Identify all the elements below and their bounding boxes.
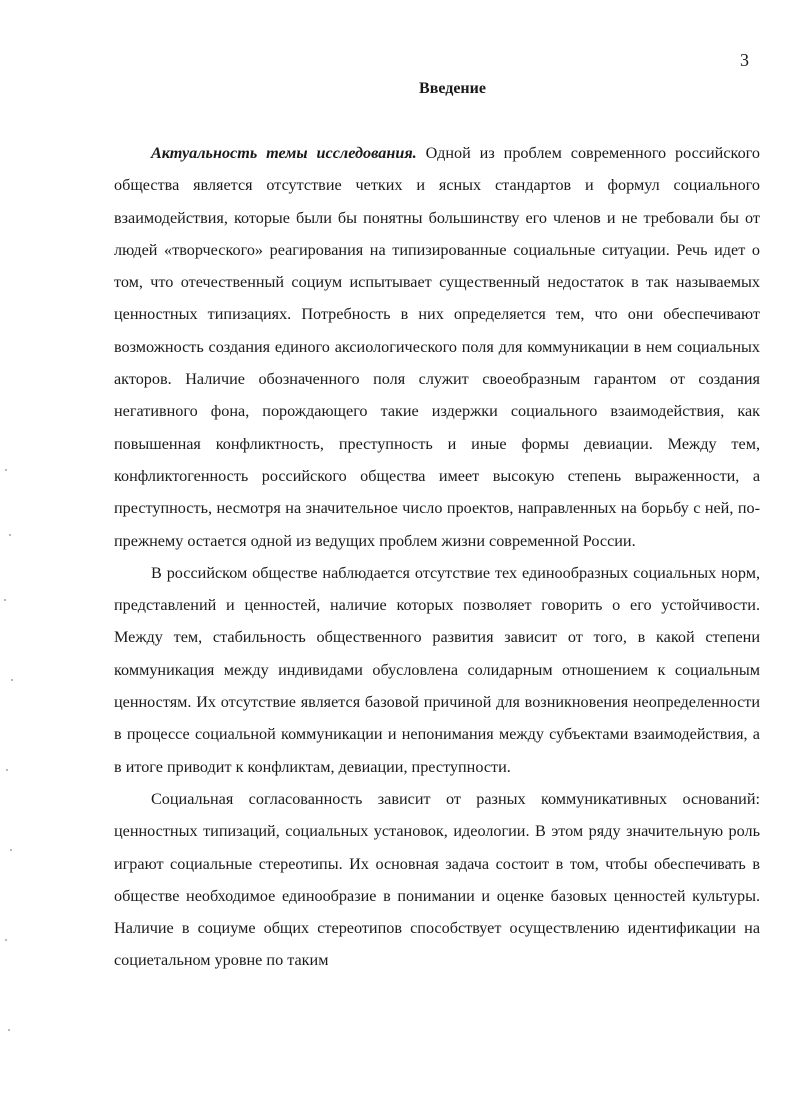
paragraph-3: Социальная согласованность зависит от разных коммуникативных оснований: ценностных типизаций, социальных установок, идеологии. В этом ряду значительную роль играют социальные стереотипы. Их основная задача состоит в том, чтобы обеспечивать в обществе необходимое единообразие в понимании и оценке базовых ценностей культуры. Наличие в социуме общих стереотипов способствует осуществлению идентификации на социетальном уровне по таким [114,789,760,970]
body-text [114,137,760,977]
paragraph-text: Одной из проблем современного российского общества является отсутствие четких и ясных стандартов и формул социального взаимодействия, которые были бы понятны большинству его членов и не требовали бы от людей «творческого» реагирования на типизированные социальные ситуации. Речь идет о том, что отечественный социум испытывает существенный недостаток в так называемых ценностных типизациях. Потребность в них определяется тем, что они обеспечивают возможность создания единого аксиологического поля для коммуникации в нем социальных акторов. Наличие обозначенного поля служит своеобразным гарантом от создания негативного фона, порождающего такие издержки социального взаимодействия, как повышенная конфликтность, преступность и иные формы девиации. Между тем, конфликтогенность российского общества имеет высокую степень выраженности, а преступность, несмотря на значительное число проектов, направленных на борьбу с ней, по-прежнему остается одной из ведущих проблем жизни современной России. [114,144,760,550]
scan-edge-artifacts [0,440,20,1090]
paragraph-lead: Актуальность темы исследования. [151,144,417,162]
paragraph-1 [114,137,760,557]
page-number: 3 [740,50,749,70]
paragraph-2: В российском обществе наблюдается отсутствие тех единообразных социальных норм, представлений и ценностей, наличие которых позволяет говорить о его устойчивости. Между тем, стабильность общественного развития зависит от того, в какой степени коммуникация между индивидами обусловлена солидарным отношением к социальным ценностям. Их отсутствие является базовой причиной для возникновения неопределенности в процессе социальной коммуникации и непонимания между субъектами взаимодействия, а в итоге приводит к конфликтам, девиации, преступности. [114,563,760,776]
section-heading: Введение [419,80,486,97]
